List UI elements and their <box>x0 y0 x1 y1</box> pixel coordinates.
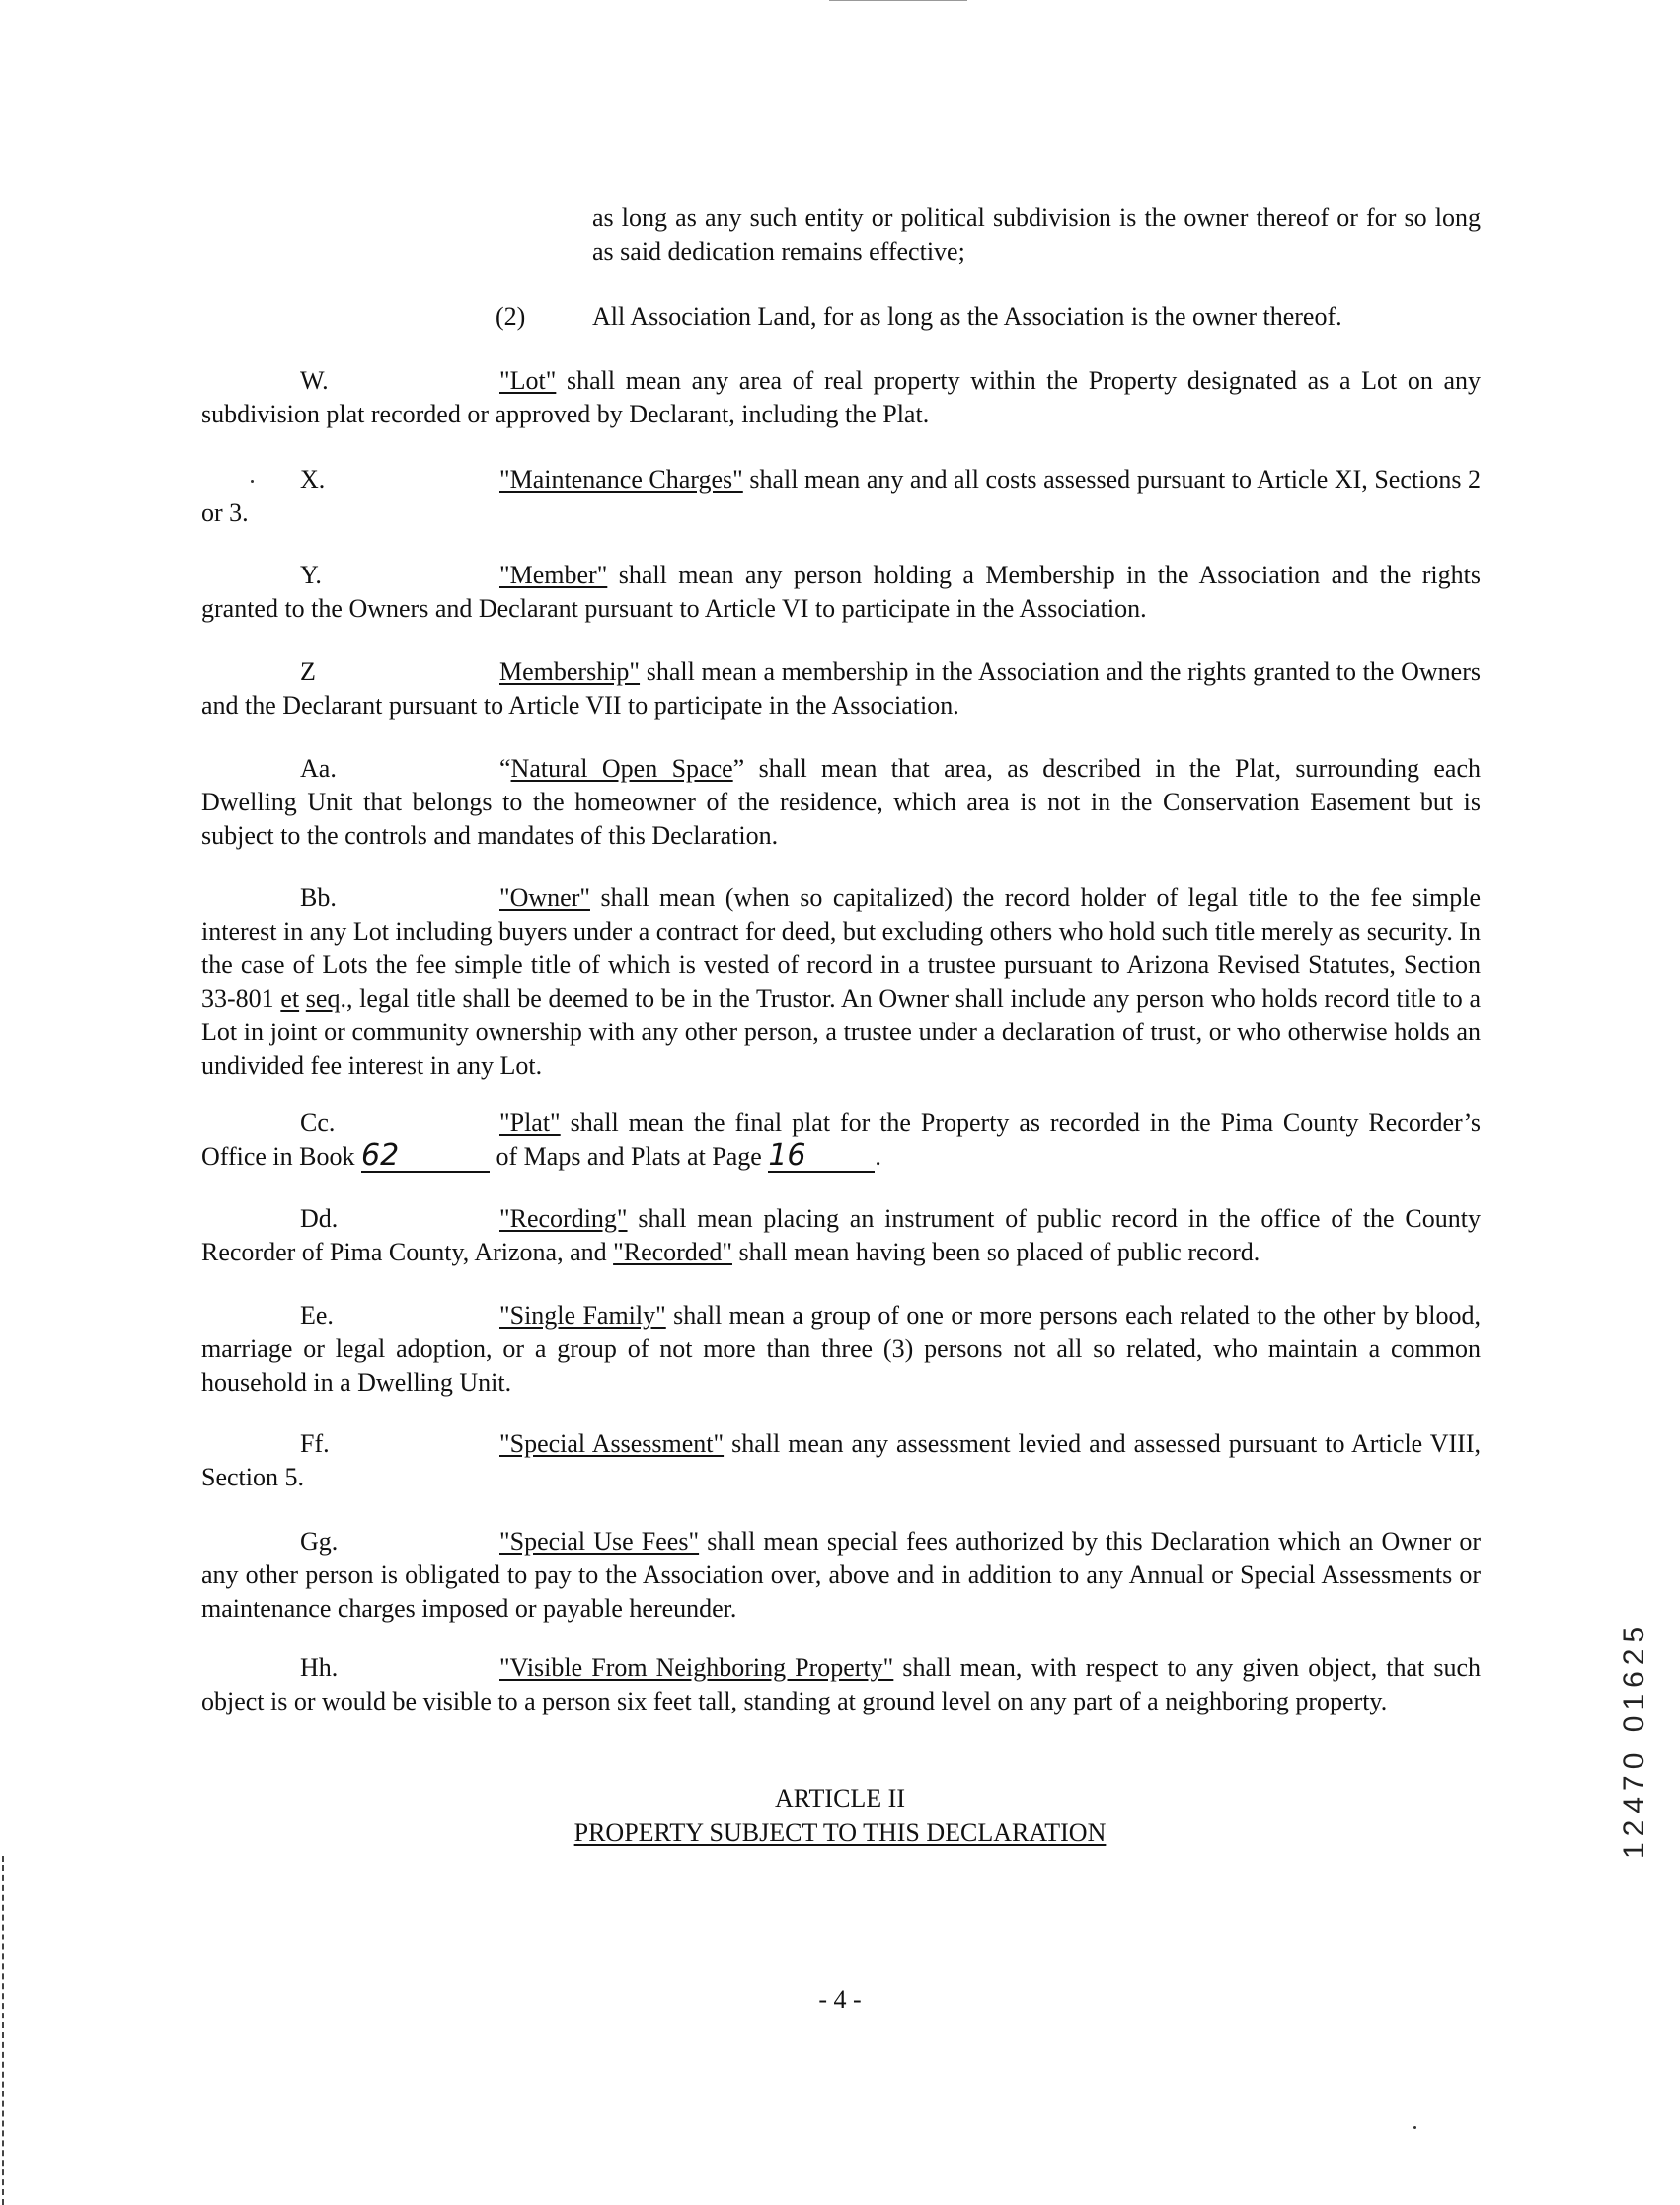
item-2-number: (2) <box>496 302 526 331</box>
handwritten-book-number: 62 <box>361 1141 490 1173</box>
handwritten-page-number: 16 <box>768 1141 875 1173</box>
definition-z: Z Membership" shall mean a membership in the Association and the rights granted to the Owners and the Declarant pursuant to Article VII to participate in the Association. <box>201 657 1481 720</box>
scan-top-mark <box>829 0 967 11</box>
definition-term-recorded: "Recorded" <box>613 1238 732 1266</box>
page-number: - 4 - <box>818 1985 862 2014</box>
definition-term: "Maintenance Charges" <box>499 465 743 494</box>
article-title: PROPERTY SUBJECT TO THIS DECLARATION <box>573 1818 1107 1847</box>
definition-term: "Visible From Neighboring Property" <box>499 1653 894 1682</box>
definition-label: Ee. <box>300 1301 334 1330</box>
definition-ff: Ff. "Special Assessment" shall mean any assessment levied and assessed pursuant to Article VIII, Section 5. <box>201 1429 1481 1491</box>
definition-label: Bb. <box>300 883 337 912</box>
definition-label: Dd. <box>300 1204 339 1233</box>
definition-term: "Lot" <box>499 366 557 395</box>
definition-ee: Ee. "Single Family" shall mean a group of one or more persons each related to the other by blood, marriage or legal adoption, or a group of not more than three (3) persons not all so related, who maintain a common household in a Dwelling Unit. <box>201 1301 1481 1397</box>
definition-cc: Cc. "Plat" shall mean the final plat for the Property as recorded in the Pima County Recorder’s Office in Book 62 of Maps and Plats at Page 16 . <box>201 1108 1481 1173</box>
definition-term: Natural Open Space <box>510 754 733 783</box>
definition-x: X. "Maintenance Charges" shall mean any and all costs assessed pursuant to Article XI, Sections 2 or 3. <box>201 465 1482 527</box>
definition-w: W. "Lot" shall mean any area of real property within the Property designated as a Lot on any subdivision plat recorded or approved by Declarant, including the Plat. <box>201 366 1481 428</box>
definition-y: Y. "Member" shall mean any person holding a Membership in the Association and the rights granted to the Owners and Declarant pursuant to Article VI to participate in the Association. <box>201 561 1481 623</box>
definition-term: "Recording" <box>499 1204 628 1233</box>
definition-label: Aa. <box>300 754 337 783</box>
definition-label: Z <box>300 657 316 686</box>
definition-bb: Bb. "Owner" shall mean (when so capitalized) the record holder of legal title to the fee simple interest in any Lot including buyers under a contract for deed, but excluding others who hold such title merely as security. In the case of Lots the fee simple title of which is vested of record in a trustee pursuant to Arizona Revised Statutes, Section 33-801 et seq., legal title shall be deemed to be in the Trustor. An Owner shall include any person who holds record title to a Lot in joint or community ownership with any other person, a trustee under a declaration of trust, or who otherwise holds an undivided fee interest in any Lot. <box>201 883 1482 1080</box>
definition-label: Cc. <box>300 1108 336 1137</box>
definition-term: "Owner" <box>499 883 590 912</box>
scan-edge-marks <box>2 1856 7 2205</box>
definition-label: Y. <box>300 561 322 589</box>
definition-term: "Special Assessment" <box>499 1429 725 1458</box>
article-heading: ARTICLE II <box>774 1785 906 1813</box>
definition-label: Gg. <box>300 1527 339 1556</box>
definition-term: "Plat" <box>499 1108 561 1137</box>
definition-hh: Hh. "Visible From Neighboring Property" shall mean, with respect to any given object, that such object is or would be visible to a person six feet tall, standing at ground level on any part of a neighboring property. <box>201 1653 1482 1715</box>
definition-label: Hh. <box>300 1653 339 1682</box>
item-2-text: All Association Land, for as long as the Association is the owner thereof. <box>592 302 1342 331</box>
definition-term: "Single Family" <box>499 1301 666 1330</box>
definition-term: Membership" <box>499 657 641 686</box>
recording-number-stamp: 12470 01625 <box>1618 1620 1650 1859</box>
definition-gg: Gg. "Special Use Fees" shall mean special fees authorized by this Declaration which an Owner or any other person is obligated to pay to the Association over, above and in addition to any Annual or Special Assessments or maintenance charges imposed or payable hereunder. <box>201 1527 1481 1623</box>
definition-dd: Dd. "Recording" shall mean placing an instrument of public record in the office of the County Recorder of Pima County, Arizona, and "Recorded" shall mean having been so placed of public record. <box>201 1204 1481 1266</box>
definition-label: X. <box>300 465 326 494</box>
definition-label: Ff. <box>300 1429 330 1458</box>
definition-label: W. <box>300 366 329 395</box>
scan-speck <box>1413 2126 1416 2129</box>
definition-term: "Member" <box>499 561 608 589</box>
definition-term: "Special Use Fees" <box>499 1527 700 1556</box>
definition-aa: Aa. “Natural Open Space” shall mean that area, as described in the Plat, surrounding each Dwelling Unit that belongs to the homeowner of the residence, which area is not in the Conservation Easement but is subject to the controls and mandates of this Declaration. <box>201 754 1481 850</box>
paragraph-v-continuation: as long as any such entity or political subdivision is the owner thereof or for so long as said dedication remains effective; <box>592 203 1481 266</box>
